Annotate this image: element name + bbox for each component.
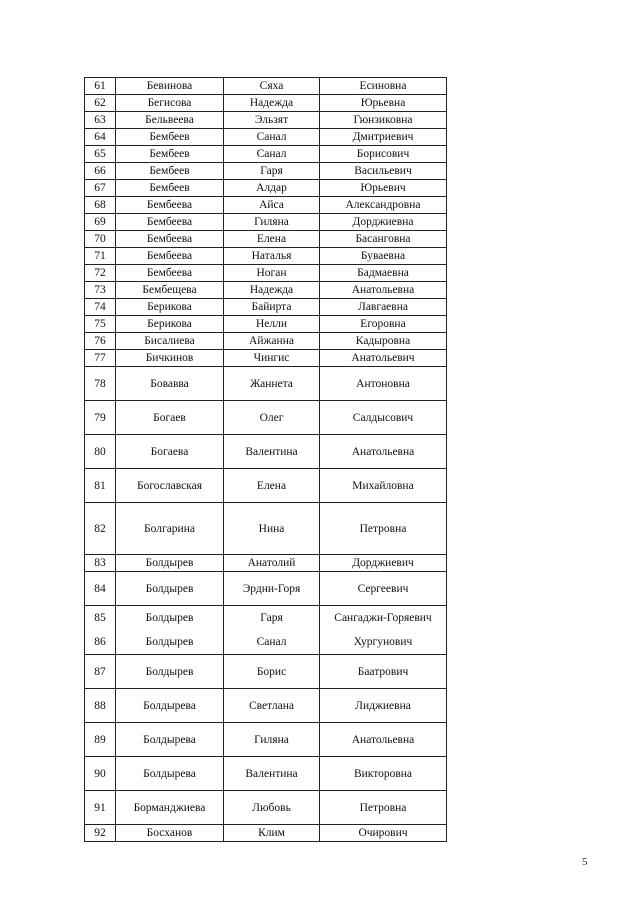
row-number: 78: [85, 367, 116, 401]
patronymic: Гюнзиковна: [320, 112, 447, 129]
first-name: Наталья: [224, 248, 320, 265]
first-name: Анатолий: [224, 555, 320, 572]
first-name: Нина: [224, 503, 320, 555]
row-number: 89: [85, 723, 116, 757]
first-name: Жаннета: [224, 367, 320, 401]
row-number: 87: [85, 655, 116, 689]
table-row: [85, 572, 447, 606]
row-number: 63: [85, 112, 116, 129]
first-name: Айса: [224, 197, 320, 214]
patronymic: Бадмаевна: [320, 265, 447, 282]
patronymic: Александровна: [320, 197, 447, 214]
row-number: 64: [85, 129, 116, 146]
last-name: Бембещева: [116, 282, 224, 299]
last-name: Бельвеева: [116, 112, 224, 129]
row-number: 92: [85, 825, 116, 842]
table-row: [85, 163, 447, 180]
patronymic: Буваевна: [320, 248, 447, 265]
patronymic: Баатрович: [320, 655, 447, 689]
table-row: [85, 180, 447, 197]
table-row: [85, 630, 447, 655]
first-name: Клим: [224, 825, 320, 842]
patronymic: Егоровна: [320, 316, 447, 333]
first-name: Елена: [224, 469, 320, 503]
first-name: Светлана: [224, 689, 320, 723]
row-number: 90: [85, 757, 116, 791]
table-row: [85, 367, 447, 401]
row-number: 68: [85, 197, 116, 214]
table-row: [85, 723, 447, 757]
patronymic: Борисович: [320, 146, 447, 163]
patronymic: Дорджиевна: [320, 214, 447, 231]
last-name: Богославская: [116, 469, 224, 503]
patronymic: Михайловна: [320, 469, 447, 503]
last-name: Болдырев: [116, 630, 224, 655]
patronymic: Сангаджи-Горяевич: [320, 606, 447, 631]
row-number: 73: [85, 282, 116, 299]
first-name: Эльзят: [224, 112, 320, 129]
last-name: Болдырев: [116, 655, 224, 689]
table-row: [85, 265, 447, 282]
table-row: [85, 248, 447, 265]
last-name: Бичкинов: [116, 350, 224, 367]
table-row: [85, 350, 447, 367]
row-number: 79: [85, 401, 116, 435]
row-number: 85: [85, 606, 116, 631]
last-name: Бембеева: [116, 248, 224, 265]
row-number: 70: [85, 231, 116, 248]
last-name: Берикова: [116, 299, 224, 316]
row-number: 76: [85, 333, 116, 350]
first-name: Валентина: [224, 757, 320, 791]
first-name: Надежда: [224, 95, 320, 112]
first-name: Валентина: [224, 435, 320, 469]
row-number: 91: [85, 791, 116, 825]
table-row: [85, 316, 447, 333]
first-name: Гиляна: [224, 214, 320, 231]
table-row: [85, 129, 447, 146]
patronymic: Анатольевна: [320, 282, 447, 299]
patronymic: Анатольевич: [320, 350, 447, 367]
table-row: [85, 435, 447, 469]
table-row: [85, 282, 447, 299]
patronymic: Петровна: [320, 791, 447, 825]
table-row: [85, 503, 447, 555]
row-number: 88: [85, 689, 116, 723]
table-row: [85, 401, 447, 435]
patronymic: Анатольевна: [320, 723, 447, 757]
last-name: Бембеев: [116, 180, 224, 197]
row-number: 62: [85, 95, 116, 112]
first-name: Байирта: [224, 299, 320, 316]
last-name: Богаева: [116, 435, 224, 469]
table-row: [85, 112, 447, 129]
table-row: [85, 555, 447, 572]
first-name: Алдар: [224, 180, 320, 197]
table-row: [85, 197, 447, 214]
table-row: [85, 95, 447, 112]
last-name: Бисалиева: [116, 333, 224, 350]
table-row: [85, 606, 447, 631]
first-name: Гаря: [224, 163, 320, 180]
patronymic: Викторовна: [320, 757, 447, 791]
last-name: Берикова: [116, 316, 224, 333]
row-number: 83: [85, 555, 116, 572]
first-name: Борис: [224, 655, 320, 689]
patronymic: Басанговна: [320, 231, 447, 248]
last-name: Бембеева: [116, 265, 224, 282]
row-number: 80: [85, 435, 116, 469]
last-name: Болгарина: [116, 503, 224, 555]
last-name: Бембеева: [116, 197, 224, 214]
first-name: Санал: [224, 129, 320, 146]
last-name: Болдырев: [116, 572, 224, 606]
last-name: Бембеева: [116, 214, 224, 231]
first-name: Гаря: [224, 606, 320, 631]
patronymic: Есиновна: [320, 78, 447, 95]
table-row: [85, 146, 447, 163]
patronymic: Антоновна: [320, 367, 447, 401]
row-number: 65: [85, 146, 116, 163]
table-row: [85, 825, 447, 842]
row-number: 61: [85, 78, 116, 95]
row-number: 84: [85, 572, 116, 606]
patronymic: Васильевич: [320, 163, 447, 180]
last-name: Бовавва: [116, 367, 224, 401]
last-name: Болдырев: [116, 606, 224, 631]
patronymic: Дорджиевич: [320, 555, 447, 572]
first-name: Олег: [224, 401, 320, 435]
row-number: 81: [85, 469, 116, 503]
table-row: [85, 655, 447, 689]
patronymic: Кадыровна: [320, 333, 447, 350]
row-number: 71: [85, 248, 116, 265]
patronymic: Петровна: [320, 503, 447, 555]
first-name: Айжанна: [224, 333, 320, 350]
first-name: Эрдни-Горя: [224, 572, 320, 606]
patronymic: Дмитриевич: [320, 129, 447, 146]
first-name: Санал: [224, 146, 320, 163]
last-name: Бембеев: [116, 146, 224, 163]
table-row: [85, 78, 447, 95]
first-name: Сяха: [224, 78, 320, 95]
first-name: Гиляна: [224, 723, 320, 757]
last-name: Бегисова: [116, 95, 224, 112]
patronymic: Лавгаевна: [320, 299, 447, 316]
row-number: 77: [85, 350, 116, 367]
last-name: Босханов: [116, 825, 224, 842]
row-number: 75: [85, 316, 116, 333]
patronymic: Салдысович: [320, 401, 447, 435]
patronymic: Лиджиевна: [320, 689, 447, 723]
table-row: [85, 757, 447, 791]
last-name: Болдырева: [116, 757, 224, 791]
table-row: [85, 299, 447, 316]
patronymic: Сергеевич: [320, 572, 447, 606]
last-name: Болдырев: [116, 555, 224, 572]
patronymic: Хургунович: [320, 630, 447, 655]
row-number: 69: [85, 214, 116, 231]
page-number: 5: [582, 856, 588, 868]
patronymic: Юрьевич: [320, 180, 447, 197]
row-number: 66: [85, 163, 116, 180]
table-row: [85, 333, 447, 350]
table-row: [85, 689, 447, 723]
name-list-table: [84, 77, 447, 842]
first-name: Любовь: [224, 791, 320, 825]
row-number: 82: [85, 503, 116, 555]
row-number: 67: [85, 180, 116, 197]
first-name: Ноган: [224, 265, 320, 282]
table-row: [85, 214, 447, 231]
row-number: 72: [85, 265, 116, 282]
table-row: [85, 231, 447, 248]
row-number: 86: [85, 630, 116, 655]
last-name: Бембеев: [116, 163, 224, 180]
last-name: Бевинова: [116, 78, 224, 95]
first-name: Чингис: [224, 350, 320, 367]
first-name: Нелли: [224, 316, 320, 333]
first-name: Надежда: [224, 282, 320, 299]
last-name: Богаев: [116, 401, 224, 435]
patronymic: Юрьевна: [320, 95, 447, 112]
last-name: Бембеев: [116, 129, 224, 146]
last-name: Бембеева: [116, 231, 224, 248]
row-number: 74: [85, 299, 116, 316]
patronymic: Анатольевна: [320, 435, 447, 469]
first-name: Санал: [224, 630, 320, 655]
table-row: [85, 791, 447, 825]
last-name: Болдырева: [116, 723, 224, 757]
last-name: Борманджиева: [116, 791, 224, 825]
first-name: Елена: [224, 231, 320, 248]
table-row: [85, 469, 447, 503]
patronymic: Очирович: [320, 825, 447, 842]
last-name: Болдырева: [116, 689, 224, 723]
